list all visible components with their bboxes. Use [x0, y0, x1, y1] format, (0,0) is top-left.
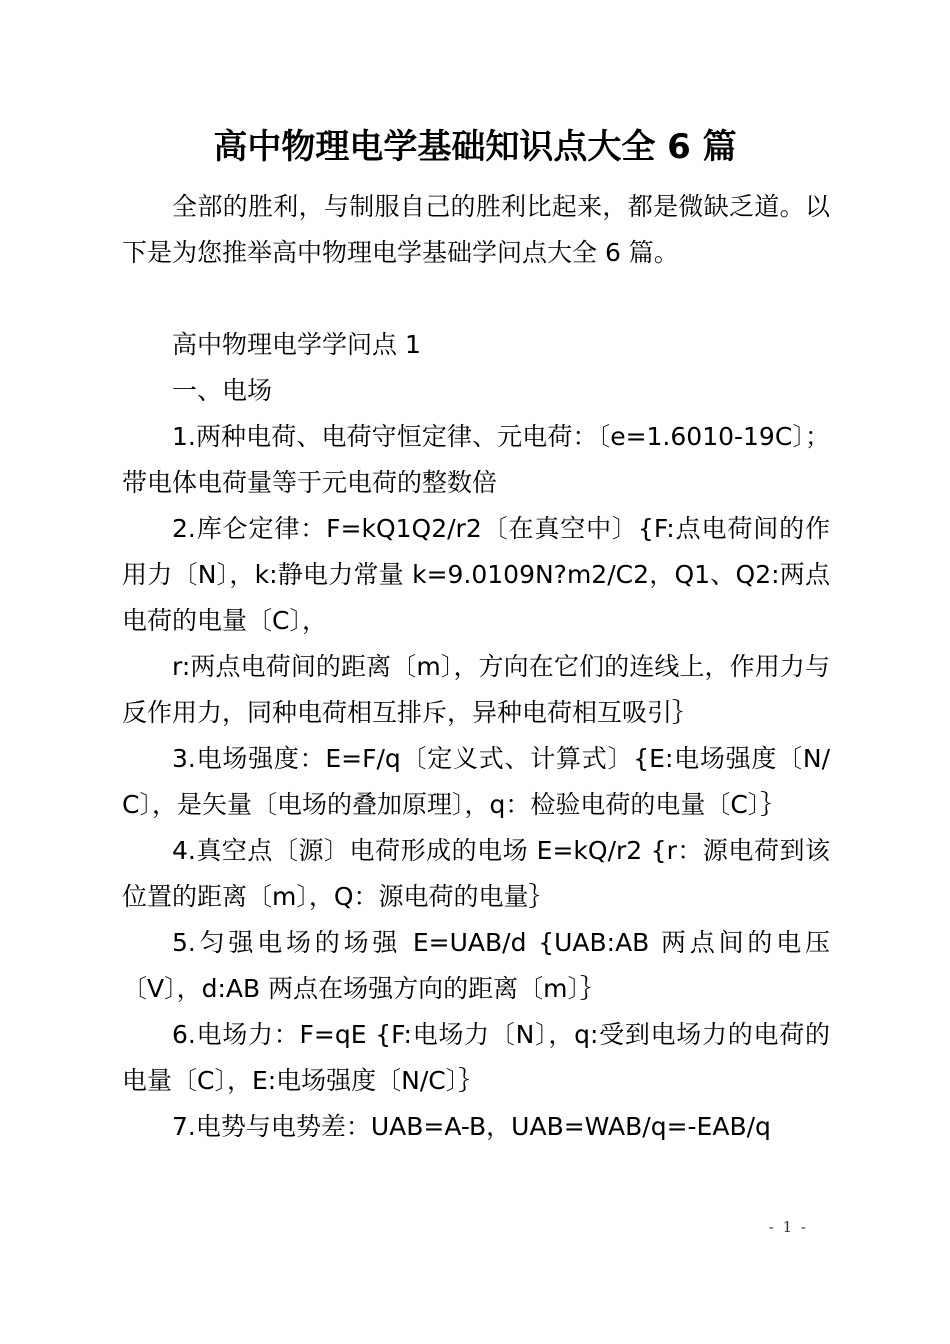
list-item-1: 1.两种电荷、电荷守恒定律、元电荷：〔e=1.6010-19C〕；带电体电荷量等于元电荷的整数倍	[122, 422, 830, 497]
list-item-7: 7.电势与电势差：UAB=A-B，UAB=WAB/q=-EAB/q	[172, 1112, 771, 1141]
page-number: - 1 -	[768, 1218, 808, 1236]
subsection-heading: 一、电场	[172, 376, 273, 405]
list-item-5: 5.匀强电场的场强 E=UAB/d {UAB:AB 两点间的电压〔V〕，d:AB 两点在场强方向的距离〔m〕｝	[122, 928, 830, 1003]
list-item-2: 2.库仑定律：F=kQ1Q2/r2〔在真空中〕{F:点电荷间的作用力〔N〕，k:静电力常量 k=9.0109N?m2/C2，Q1、Q2:两点电荷的电量〔C〕，	[122, 514, 830, 635]
intro-paragraph: 全部的胜利，与制服自己的胜利比起来，都是微缺乏道。以下是为您推举高中物理电学基础学问点大全 6 篇。	[122, 192, 830, 267]
list-item-3: 3.电场强度：E=F/q〔定义式、计算式〕{E:电场强度〔N/C〕，是矢量〔电场的叠加原理〕，q：检验电荷的电量〔C〕｝	[122, 744, 830, 819]
section-heading: 高中物理电学学问点 1	[172, 330, 421, 359]
list-item-2-continued: r:两点电荷间的距离〔m〕，方向在它们的连线上，作用力与反作用力，同种电荷相互排斥，异种电荷相互吸引｝	[122, 652, 830, 727]
paragraph-gap	[122, 276, 830, 322]
list-item-4: 4.真空点〔源〕电荷形成的电场 E=kQ/r2 {r：源电荷到该位置的距离〔m〕，Q：源电荷的电量｝	[122, 836, 830, 911]
list-item-6: 6.电场力：F=qE {F:电场力〔N〕，q:受到电场力的电荷的电量〔C〕，E:电场强度〔N/C〕｝	[122, 1020, 830, 1095]
document-title: 高中物理电学基础知识点大全 6 篇	[213, 127, 737, 167]
document-body	[122, 184, 830, 1150]
